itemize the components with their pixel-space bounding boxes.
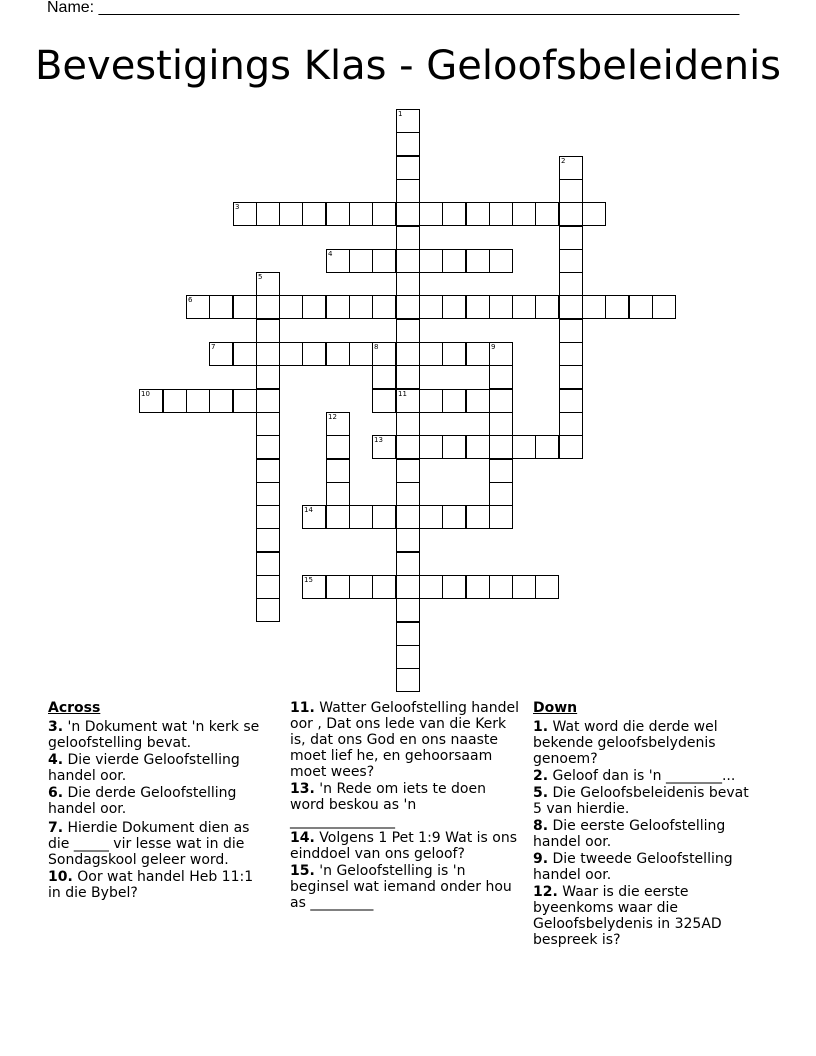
clue-number-label: 4 — [328, 250, 333, 258]
grid-cell[interactable] — [326, 505, 350, 529]
grid-cell[interactable] — [559, 295, 583, 319]
grid-cell[interactable] — [302, 342, 326, 366]
grid-cell[interactable] — [396, 132, 420, 156]
across-clues — [48, 700, 270, 902]
page-title: Bevestigings Klas - Geloofsbeleidenis — [34, 43, 782, 89]
clue-down-9 — [533, 851, 761, 883]
clue-number: 6. — [48, 785, 64, 801]
clue-text: Die derde Geloofstelling handel oor. — [48, 785, 237, 817]
across-heading: Across — [48, 700, 101, 716]
grid-cell[interactable] — [326, 295, 350, 319]
grid-cell[interactable] — [419, 342, 443, 366]
clue-number-label: 14 — [304, 506, 313, 514]
grid-cell[interactable] — [559, 202, 583, 226]
clue-across-11 — [290, 700, 520, 780]
clue-number-label: 7 — [211, 343, 216, 351]
clue-number-label: 1 — [398, 110, 403, 118]
grid-cell[interactable] — [256, 389, 280, 413]
clue-number: 11. — [290, 700, 315, 716]
grid-cell[interactable] — [582, 295, 606, 319]
across-clues-continued — [290, 700, 520, 912]
clue-across-13 — [290, 781, 520, 829]
grid-cell[interactable] — [559, 435, 583, 459]
grid-cell[interactable] — [326, 459, 350, 483]
clue-down-12 — [533, 884, 761, 948]
clue-number: 1. — [533, 719, 549, 735]
clue-down-2 — [533, 768, 761, 784]
clue-number: 13. — [290, 781, 315, 797]
grid-cell[interactable] — [419, 295, 443, 319]
grid-cell[interactable] — [652, 295, 676, 319]
clue-across-14 — [290, 830, 520, 862]
clue-number-label: 2 — [561, 157, 566, 165]
grid-cell[interactable] — [442, 435, 466, 459]
clue-number-label: 6 — [188, 296, 193, 304]
grid-cell[interactable] — [279, 295, 303, 319]
grid-cell[interactable] — [209, 389, 233, 413]
clue-down-8 — [533, 818, 761, 850]
grid-cell[interactable] — [466, 249, 490, 273]
grid-cell[interactable] — [489, 435, 513, 459]
grid-cell[interactable] — [419, 389, 443, 413]
clue-number: 9. — [533, 851, 549, 867]
clue-text: Hierdie Dokument dien as die _____ vir lesse wat in die Sondagskool geleer word. — [48, 820, 250, 868]
grid-cell[interactable] — [419, 202, 443, 226]
grid-cell[interactable] — [489, 412, 513, 436]
grid-cell[interactable] — [349, 295, 373, 319]
grid-cell[interactable] — [466, 202, 490, 226]
grid-cell[interactable] — [466, 435, 490, 459]
clue-number: 15. — [290, 863, 315, 879]
clue-number-label: 15 — [304, 576, 313, 584]
grid-cell[interactable] — [256, 552, 280, 576]
grid-cell[interactable] — [372, 202, 396, 226]
clue-across-4 — [48, 752, 270, 784]
grid-cell[interactable] — [559, 365, 583, 389]
grid-cell[interactable] — [466, 505, 490, 529]
clue-number: 2. — [533, 768, 549, 784]
grid-cell[interactable] — [326, 482, 350, 506]
clue-across-7 — [48, 820, 270, 868]
grid-cell[interactable] — [419, 435, 443, 459]
grid-cell[interactable] — [535, 575, 559, 599]
grid-cell[interactable] — [535, 202, 559, 226]
grid-cell[interactable] — [512, 295, 536, 319]
grid-cell[interactable] — [256, 435, 280, 459]
grid-cell[interactable] — [489, 505, 513, 529]
grid-cell[interactable] — [466, 342, 490, 366]
clue-across-10 — [48, 869, 270, 901]
down-clues — [533, 700, 761, 949]
grid-cell[interactable] — [233, 295, 257, 319]
grid-cell[interactable] — [442, 295, 466, 319]
grid-cell[interactable] — [396, 179, 420, 203]
grid-cell[interactable] — [442, 342, 466, 366]
grid-cell[interactable] — [559, 249, 583, 273]
grid-cell[interactable] — [349, 249, 373, 273]
grid-cell[interactable] — [559, 389, 583, 413]
clue-text: Die eerste Geloofstelling handel oor. — [533, 818, 726, 850]
grid-cell[interactable] — [442, 505, 466, 529]
grid-cell[interactable] — [442, 575, 466, 599]
grid-cell[interactable] — [396, 412, 420, 436]
clue-across-15 — [290, 863, 520, 911]
grid-cell[interactable] — [396, 295, 420, 319]
grid-cell[interactable] — [396, 226, 420, 250]
clue-text: 'n Rede om iets te doen word beskou as 'n _______________ — [290, 781, 486, 829]
grid-cell[interactable] — [419, 575, 443, 599]
grid-cell[interactable] — [256, 202, 280, 226]
grid-cell[interactable] — [396, 505, 420, 529]
clue-text: Die Geloofsbeleidenis bevat 5 van hierdie. — [533, 785, 749, 817]
grid-cell[interactable] — [372, 365, 396, 389]
clue-text: 'n Geloofstelling is 'n beginsel wat iemand onder hou as _________ — [290, 863, 512, 911]
clue-number-label: 9 — [491, 343, 496, 351]
clue-number: 8. — [533, 818, 549, 834]
grid-cell[interactable] — [256, 528, 280, 552]
clue-text: Volgens 1 Pet 1:9 Wat is ons einddoel van ons geloof? — [290, 830, 517, 862]
grid-cell[interactable] — [396, 272, 420, 296]
grid-cell[interactable] — [396, 365, 420, 389]
grid-cell[interactable] — [326, 202, 350, 226]
clue-number-label: 3 — [235, 203, 240, 211]
grid-cell[interactable] — [349, 202, 373, 226]
clue-text: Waar is die eerste byeenkoms waar die Geloofsbelydenis in 325AD bespreek is? — [533, 884, 722, 948]
grid-cell[interactable] — [489, 365, 513, 389]
grid-cell[interactable] — [256, 575, 280, 599]
grid-cell[interactable] — [489, 575, 513, 599]
grid-cell[interactable] — [256, 295, 280, 319]
grid-cell[interactable] — [349, 342, 373, 366]
clue-across-3 — [48, 719, 270, 751]
grid-cell[interactable] — [512, 435, 536, 459]
grid-cell[interactable] — [372, 389, 396, 413]
clue-down-5 — [533, 785, 761, 817]
grid-cell[interactable] — [559, 412, 583, 436]
grid-cell[interactable] — [442, 249, 466, 273]
grid-cell[interactable] — [326, 435, 350, 459]
grid-cell[interactable] — [396, 668, 420, 692]
grid-cell[interactable] — [326, 575, 350, 599]
grid-cell[interactable] — [256, 482, 280, 506]
grid-cell[interactable] — [489, 295, 513, 319]
grid-cell[interactable] — [559, 272, 583, 296]
clue-number-label: 12 — [328, 413, 337, 421]
grid-cell[interactable] — [512, 202, 536, 226]
clue-text: Geloof dan is 'n ________... — [552, 768, 736, 784]
clue-text: Oor wat handel Heb 11:1 in die Bybel? — [48, 869, 254, 901]
clue-number: 12. — [533, 884, 558, 900]
grid-cell[interactable] — [512, 575, 536, 599]
grid-cell[interactable] — [279, 202, 303, 226]
grid-cell[interactable] — [396, 552, 420, 576]
grid-cell[interactable] — [256, 598, 280, 622]
grid-cell[interactable] — [396, 342, 420, 366]
grid-cell[interactable] — [372, 295, 396, 319]
grid-cell[interactable] — [372, 249, 396, 273]
grid-cell[interactable] — [396, 598, 420, 622]
clue-number: 14. — [290, 830, 315, 846]
clue-number-label: 11 — [398, 390, 407, 398]
name-field[interactable]: Name: ________________________________________________________________________ — [47, 0, 740, 16]
grid-cell[interactable] — [396, 459, 420, 483]
grid-cell[interactable] — [559, 179, 583, 203]
grid-cell[interactable] — [489, 482, 513, 506]
grid-cell[interactable] — [466, 575, 490, 599]
grid-cell[interactable] — [396, 202, 420, 226]
grid-cell[interactable] — [419, 249, 443, 273]
grid-cell[interactable] — [466, 389, 490, 413]
grid-cell[interactable] — [559, 226, 583, 250]
grid-cell[interactable] — [256, 342, 280, 366]
clue-number-label: 8 — [374, 343, 379, 351]
grid-cell[interactable] — [535, 295, 559, 319]
clue-text: Watter Geloofstelling handel oor , Dat ons lede van die Kerk is, dat ons God en ons naaste moet lief he, en gehoorsaam moet wees? — [290, 700, 519, 780]
grid-cell[interactable] — [396, 319, 420, 343]
clue-number: 7. — [48, 820, 64, 836]
grid-cell[interactable] — [279, 342, 303, 366]
grid-cell[interactable] — [582, 202, 606, 226]
grid-cell[interactable] — [559, 319, 583, 343]
grid-cell[interactable] — [396, 622, 420, 646]
clue-number-label: 13 — [374, 436, 383, 444]
clue-number-label: 10 — [141, 390, 150, 398]
grid-cell[interactable] — [396, 528, 420, 552]
grid-cell[interactable] — [256, 365, 280, 389]
grid-cell[interactable] — [489, 249, 513, 273]
grid-cell[interactable] — [489, 389, 513, 413]
grid-cell[interactable] — [466, 295, 490, 319]
grid-cell[interactable] — [256, 319, 280, 343]
clue-number-label: 5 — [258, 273, 263, 281]
clue-text: Die tweede Geloofstelling handel oor. — [533, 851, 733, 883]
clue-down-1 — [533, 719, 761, 767]
grid-cell[interactable] — [372, 575, 396, 599]
grid-cell[interactable] — [256, 505, 280, 529]
grid-cell[interactable] — [302, 202, 326, 226]
grid-cell[interactable] — [396, 249, 420, 273]
grid-cell[interactable] — [256, 459, 280, 483]
grid-cell[interactable] — [535, 435, 559, 459]
grid-cell[interactable] — [233, 389, 257, 413]
grid-cell[interactable] — [442, 389, 466, 413]
grid-cell[interactable] — [326, 342, 350, 366]
grid-cell[interactable] — [396, 575, 420, 599]
grid-cell[interactable] — [396, 156, 420, 180]
grid-cell[interactable] — [372, 505, 396, 529]
grid-cell[interactable] — [349, 575, 373, 599]
clue-text: Wat word die derde wel bekende geloofsbelydenis genoem? — [533, 719, 718, 767]
clue-number: 5. — [533, 785, 549, 801]
clue-number: 3. — [48, 719, 64, 735]
clue-number: 10. — [48, 869, 73, 885]
grid-cell[interactable] — [605, 295, 629, 319]
grid-cell[interactable] — [489, 459, 513, 483]
grid-cell[interactable] — [349, 505, 373, 529]
grid-cell[interactable] — [256, 412, 280, 436]
grid-cell[interactable] — [396, 482, 420, 506]
grid-cell[interactable] — [233, 342, 257, 366]
clue-text: Die vierde Geloofstelling handel oor. — [48, 752, 240, 784]
grid-cell[interactable] — [559, 342, 583, 366]
grid-cell[interactable] — [186, 389, 210, 413]
grid-cell[interactable] — [489, 202, 513, 226]
grid-cell[interactable] — [209, 295, 233, 319]
grid-cell[interactable] — [419, 505, 443, 529]
down-heading: Down — [533, 700, 578, 716]
grid-cell[interactable] — [396, 435, 420, 459]
grid-cell[interactable] — [302, 295, 326, 319]
clue-number: 4. — [48, 752, 64, 768]
grid-cell[interactable] — [396, 645, 420, 669]
grid-cell[interactable] — [163, 389, 187, 413]
grid-cell[interactable] — [442, 202, 466, 226]
clue-text: 'n Dokument wat 'n kerk se geloofstelling bevat. — [48, 719, 260, 751]
clue-across-6 — [48, 785, 270, 817]
grid-cell[interactable] — [629, 295, 653, 319]
